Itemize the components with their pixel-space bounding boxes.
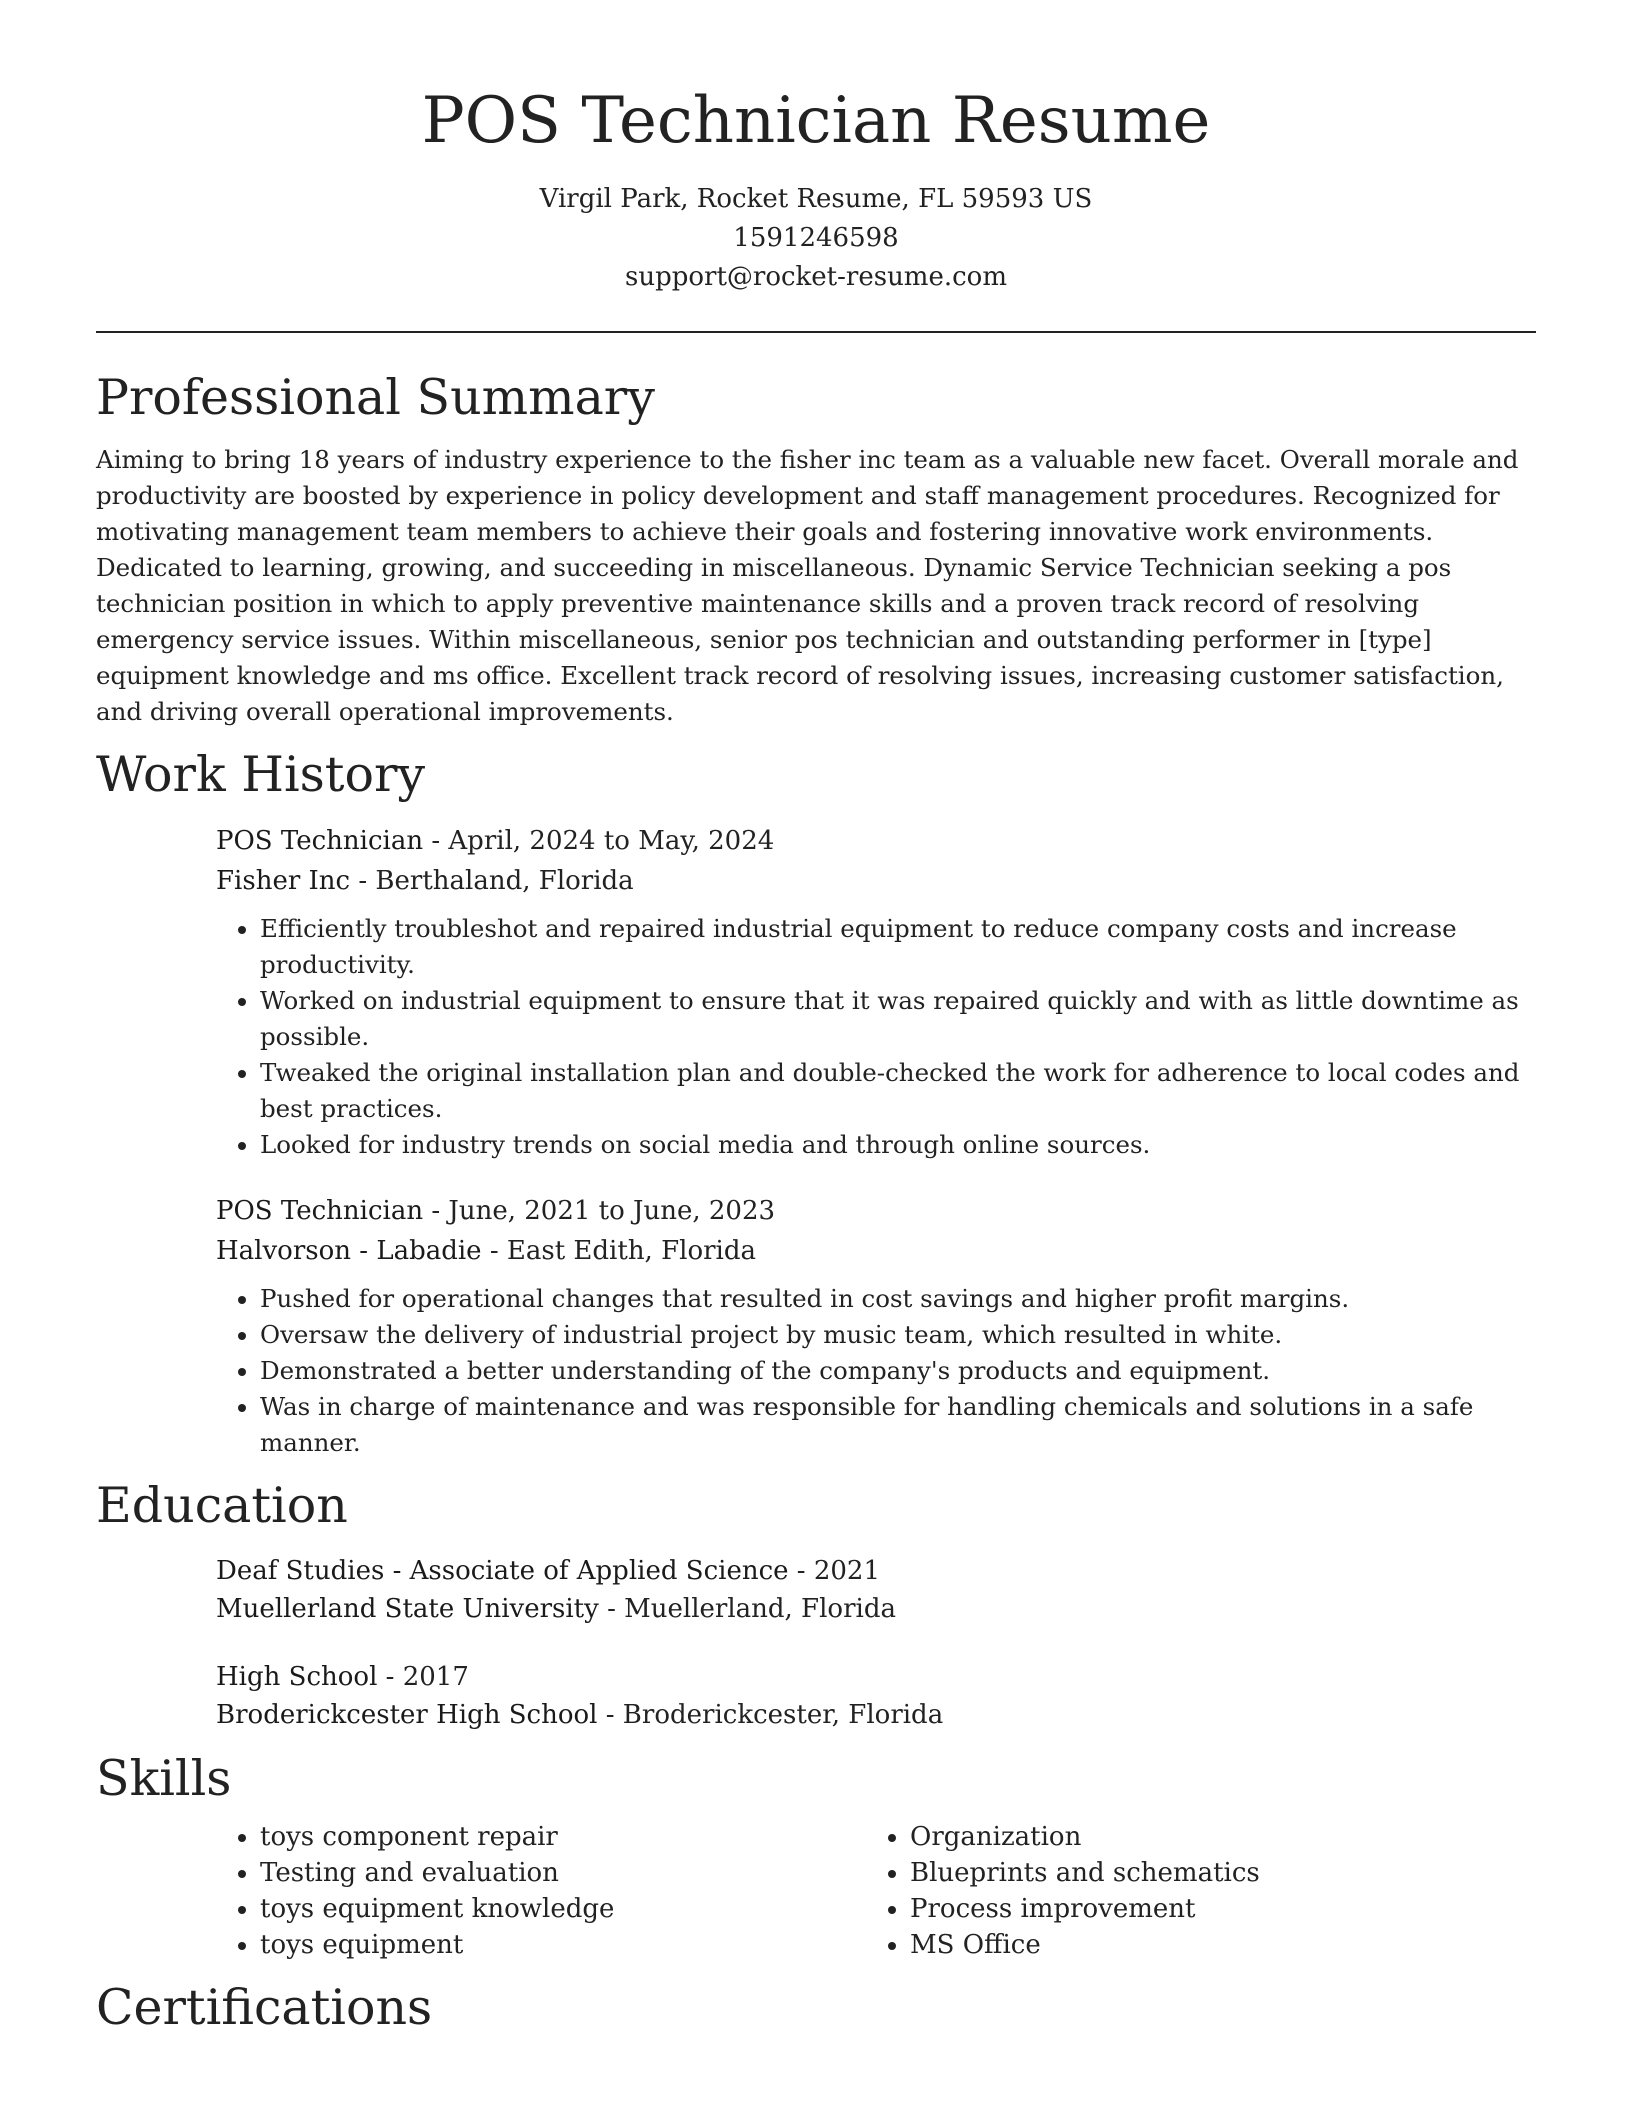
job-title: POS Technician	[216, 825, 424, 856]
contact-address: Virgil Park, Rocket Resume, FL 59593 US	[539, 184, 1093, 215]
job-company: Halvorson - Labadie	[216, 1235, 482, 1266]
job-title: POS Technician	[216, 1195, 424, 1226]
job-entry	[216, 821, 1536, 1163]
work-history-section	[96, 746, 1536, 1461]
skills-grid	[216, 1819, 1536, 1963]
education-entry	[216, 1658, 1536, 1734]
job-company-line	[216, 1231, 1536, 1271]
job-duty: • Pushed for operational changes that resulted in cost savings and higher profit margins.	[260, 1281, 1536, 1317]
education-heading: Education	[96, 1476, 348, 1534]
skill-item: • Process improvement	[910, 1891, 1516, 1927]
job-duty: • Looked for industry trends on social media and through online sources.	[260, 1127, 1536, 1163]
education-degree: Deaf Studies - Associate of Applied Science	[216, 1555, 789, 1586]
job-duty: • Worked on industrial equipment to ensure that it was repaired quickly and with as little downtime as possible.	[260, 983, 1536, 1055]
skill-item: • toys equipment knowledge	[260, 1891, 866, 1927]
job-title-line	[216, 1191, 1536, 1231]
education-section	[96, 1477, 1536, 1734]
education-school-line	[216, 1590, 1536, 1628]
job-title-line	[216, 821, 1536, 861]
job-dates: - June, 2021 to June, 2023	[423, 1195, 776, 1226]
summary-heading: Professional Summary	[96, 369, 655, 427]
certifications-heading: Certifications	[96, 1978, 433, 2036]
job-duty: • Oversaw the delivery of industrial project by music team, which resulted in white.	[260, 1317, 1536, 1353]
resume-title: POS Technician Resume	[421, 84, 1211, 158]
job-company: Fisher Inc	[216, 865, 351, 896]
job-entry	[216, 1191, 1536, 1461]
contact-email: support@rocket-resume.com	[624, 262, 1007, 293]
skills-list	[216, 1819, 866, 1963]
job-dates: - April, 2024 to May, 2024	[423, 825, 775, 856]
job-duty: • Efficiently troubleshot and repaired industrial equipment to reduce company costs and increase productivity.	[260, 911, 1536, 983]
job-duty: • Was in charge of maintenance and was responsible for handling chemicals and solutions in a safe manner.	[260, 1389, 1536, 1461]
education-entry	[216, 1552, 1536, 1628]
skills-column-left	[216, 1819, 866, 1963]
summary-text: Aiming to bring 18 years of industry experience to the fisher inc team as a valuable new facet. Overall morale and productivity are boosted by experience in policy development and staff management procedures. Recognized for motivating management team members to achieve their goals and fostering innovative work environments. Dedicated to learning, growing, and succeeding in miscellaneous. Dynamic Service Technician seeking a pos technician position in which to apply preventive maintenance skills and a proven track record of resolving emergency service issues. Within miscellaneous, senior pos technician and outstanding performer in [type] equipment knowledge and ms office. Excellent track record of resolving issues, increasing customer satisfaction, and driving overall operational improvements.	[96, 445, 1519, 727]
education-degree-line	[216, 1658, 1536, 1696]
skill-item: • Organization	[910, 1819, 1516, 1855]
contact-block	[96, 180, 1536, 297]
contact-phone: 1591246598	[733, 223, 899, 254]
skill-item: • toys component repair	[260, 1819, 866, 1855]
skills-column-right	[866, 1819, 1516, 1963]
education-year: - 2021	[788, 1555, 881, 1586]
education-school: Broderickcester High School	[216, 1699, 598, 1730]
skills-list	[866, 1819, 1516, 1963]
skill-item: • toys equipment	[260, 1927, 866, 1963]
education-degree: High School	[216, 1661, 378, 1692]
skills-section	[96, 1750, 1536, 1963]
job-duties	[216, 911, 1536, 1163]
work-history-heading: Work History	[96, 746, 426, 804]
job-company-line	[216, 861, 1536, 901]
education-school-line	[216, 1696, 1536, 1734]
job-location: - Berthaland, Florida	[350, 865, 634, 896]
skill-item: • Testing and evaluation	[260, 1855, 866, 1891]
education-location: - Muellerland, Florida	[598, 1593, 896, 1624]
education-school: Muellerland State University	[216, 1593, 599, 1624]
certifications-section	[96, 1979, 1536, 2038]
skill-item: • MS Office	[910, 1927, 1516, 1963]
header-divider	[96, 331, 1536, 333]
job-duty: • Demonstrated a better understanding of the company's products and equipment.	[260, 1353, 1536, 1389]
education-year: - 2017	[377, 1661, 469, 1692]
summary-section	[96, 369, 1536, 730]
skill-item: • Blueprints and schematics	[910, 1855, 1516, 1891]
skills-heading: Skills	[96, 1749, 232, 1807]
education-location: - Broderickcester, Florida	[597, 1699, 944, 1730]
job-duty: • Tweaked the original installation plan and double-checked the work for adherence to local codes and best practices.	[260, 1055, 1536, 1127]
job-duties	[216, 1281, 1536, 1461]
job-location: - East Edith, Florida	[481, 1235, 756, 1266]
resume-header	[96, 0, 1536, 297]
education-degree-line	[216, 1552, 1536, 1590]
